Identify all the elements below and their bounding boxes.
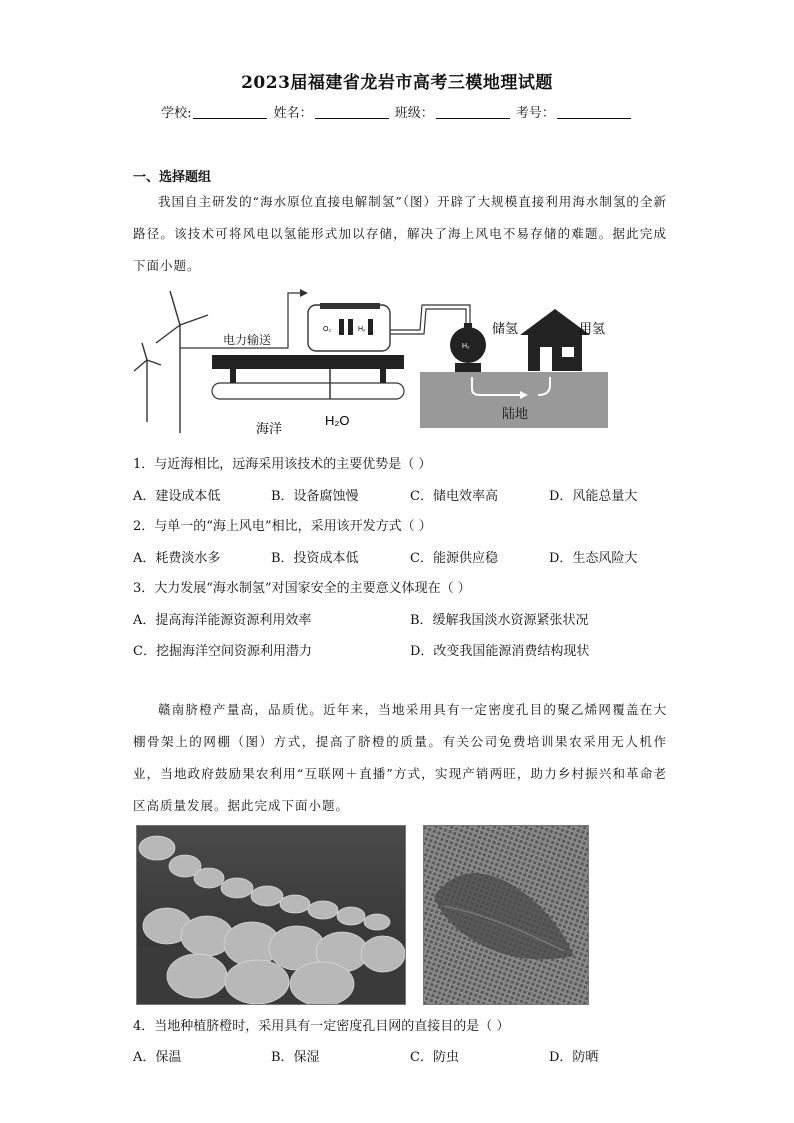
question-1: 1．与近海相比，远海采用该技术的主要优势是（ ） <box>133 457 432 472</box>
q1-option-d[interactable]: D．风能总量大 <box>549 489 638 504</box>
hydrogen-use-label: 用氢 <box>579 321 606 336</box>
q4-option-d[interactable]: D．防晒 <box>549 1050 599 1065</box>
house-icon <box>520 309 590 371</box>
q4-option-b[interactable]: B．保湿 <box>271 1050 320 1065</box>
passage-navel-orange: 赣南脐橙产量高，品质优。近年来，当地采用具有一定密度孔目的聚乙烯网覆盖在大棚骨架上的网棚（图）方式，提高了脐橙的质量。有关公司免费培训果农采用无人机作业，当地政府鼓励果农利用“互联网＋直播”方式，实现产销两旺，助力乡村振兴和革命老区高质量发展。据此完成下面小题。 <box>133 702 667 813</box>
name-label: 姓名： <box>273 106 313 121</box>
wind-turbine-icon <box>134 291 208 433</box>
question-4: 4．当地种植脐橙时，采用具有一定密度孔目网的直接目的是（ ） <box>133 1019 510 1034</box>
section-heading: 一、选择题组 <box>133 170 212 185</box>
q1-option-a[interactable]: A．建设成本低 <box>133 489 221 504</box>
ocean-label: 海洋 <box>256 421 283 436</box>
exam-no-label: 考号： <box>515 106 555 121</box>
page-title: 2023届福建省龙岩市高考三模地理试题 <box>241 73 553 93</box>
q2-option-a[interactable]: A．耗费淡水多 <box>133 551 221 566</box>
school-label: 学校: <box>161 106 192 121</box>
q1-option-c[interactable]: C．储电效率高 <box>410 489 498 504</box>
q2-option-d[interactable]: D．生态风险大 <box>549 551 638 566</box>
tank-h2-label: H₂ <box>462 343 470 350</box>
q3-option-c[interactable]: C．挖掘海洋空间资源利用潜力 <box>133 644 312 659</box>
name-blank[interactable] <box>315 106 389 119</box>
school-blank[interactable] <box>193 106 267 119</box>
o2-label: O₂ <box>323 326 332 333</box>
hydrogen-diagram <box>130 285 612 437</box>
question-3: 3．大力发展“海水制氢”对国家安全的主要意义体现在（ ） <box>133 581 471 596</box>
power-transmission-label: 电力输送 <box>223 333 272 347</box>
net-greenhouse-photo <box>136 825 406 1005</box>
water-label: H₂O <box>325 413 350 428</box>
q3-option-b[interactable]: B．缓解我国淡水资源紧张状况 <box>410 613 589 628</box>
class-blank[interactable] <box>436 106 510 119</box>
student-info-line <box>0 102 794 121</box>
net-mesh-closeup-photo <box>423 825 589 1005</box>
class-label: 班级： <box>394 106 434 121</box>
land-label: 陆地 <box>502 406 529 421</box>
q3-option-a[interactable]: A．提高海洋能源资源利用效率 <box>133 613 312 628</box>
q3-option-d[interactable]: D．改变我国能源消费结构现状 <box>410 644 590 659</box>
q4-option-c[interactable]: C．防虫 <box>410 1050 459 1065</box>
question-2: 2．与单一的“海上风电”相比，采用该开发方式（ ） <box>133 519 432 534</box>
exam-no-blank[interactable] <box>557 106 631 119</box>
passage-hydrogen: 我国自主研发的“海水原位直接电解制氢”（图）开辟了大规模直接利用海水制氢的全新路径。该技术可将风电以氢能形式加以存储，解决了海上风电不易存储的难题。据此完成下面小题。 <box>133 194 667 273</box>
hydrogen-storage-label: 储氢 <box>492 321 519 336</box>
q2-option-c[interactable]: C．能源供应稳 <box>410 551 498 566</box>
h2-label: H₂ <box>358 326 366 333</box>
q2-option-b[interactable]: B．投资成本低 <box>271 551 359 566</box>
q1-option-b[interactable]: B．设备腐蚀慢 <box>271 489 359 504</box>
q4-option-a[interactable]: A．保温 <box>133 1050 182 1065</box>
